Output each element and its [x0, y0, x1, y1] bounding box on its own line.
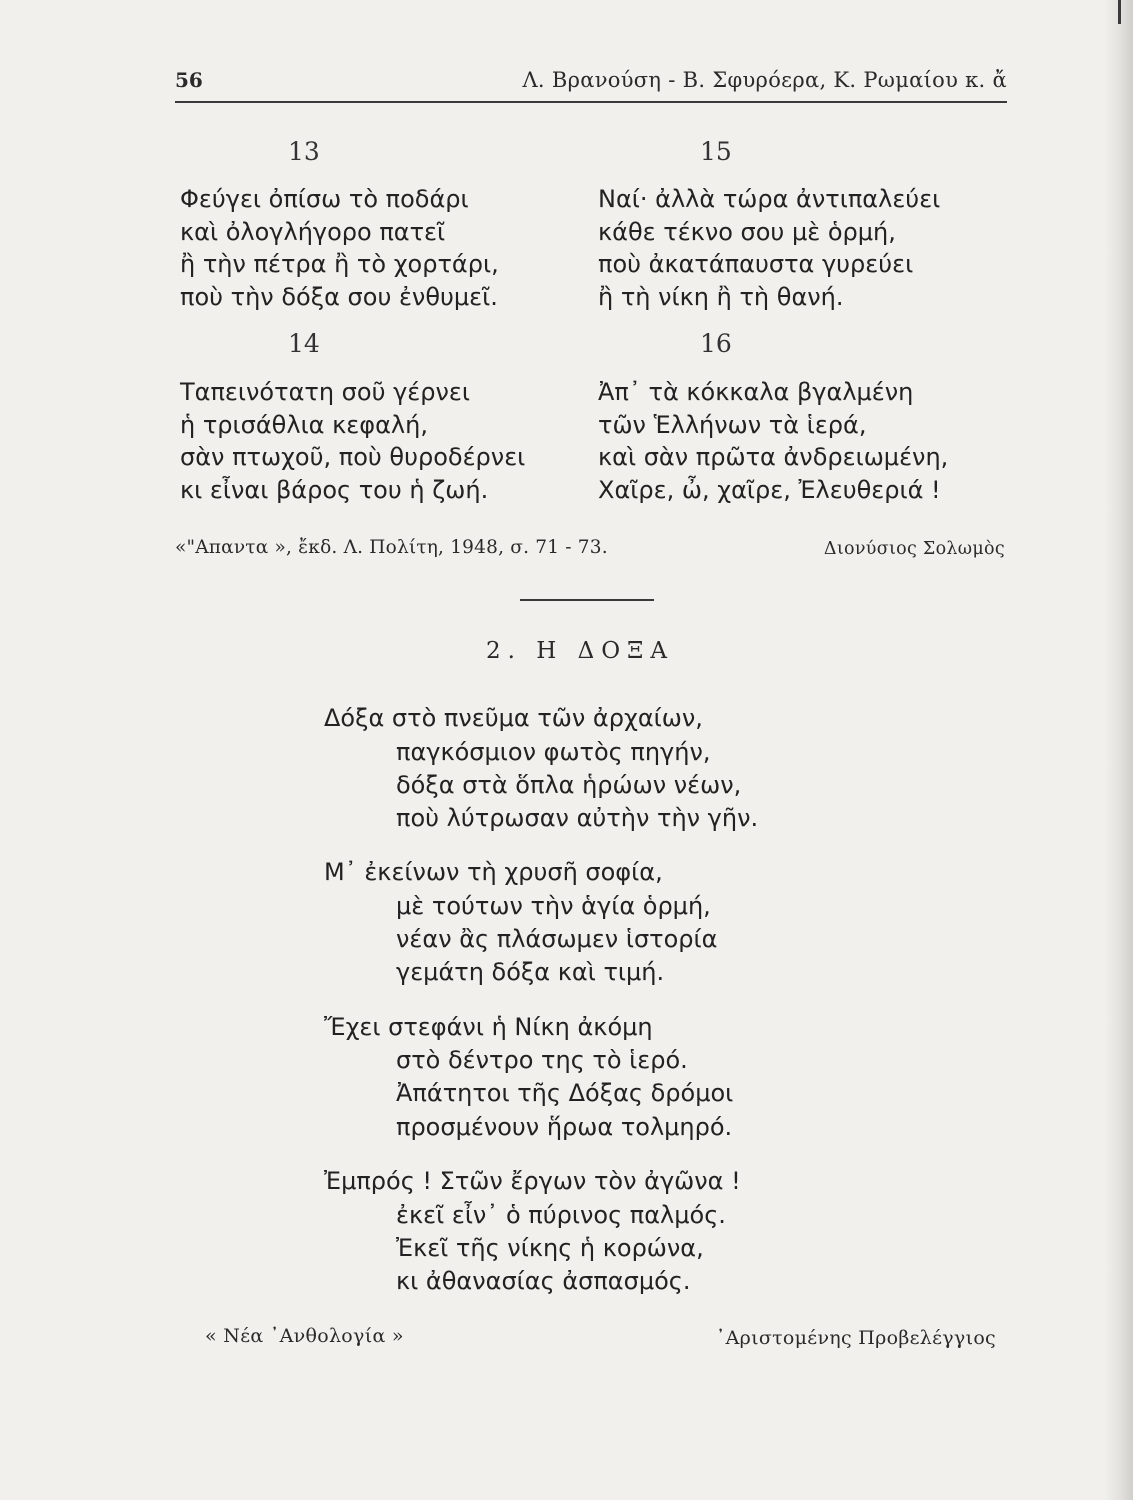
- poem2-line: γεμάτη δόξα καὶ τιμή.: [396, 958, 665, 986]
- verse-line: Ναί· ἀλλὰ τώρα ἀντιπαλεύει: [598, 185, 941, 213]
- verse-line: Φεύγει ὀπίσω τὸ ποδάρι: [180, 185, 469, 213]
- stanza-13: [180, 183, 499, 313]
- verse-line: ἢ τὴ νίκη ἢ τὴ θανή.: [598, 282, 844, 311]
- poem1-author: Διονύσιος Σολωμὸς: [823, 539, 1005, 559]
- verse-line: καὶ σὰν πρῶτα ἀνδρειωμένη,: [598, 443, 949, 471]
- section-divider: [520, 599, 654, 601]
- verse-line: ἢ τὴν πέτρα ἢ τὸ χορτάρι,: [180, 250, 499, 278]
- verse-line: κάθε τέκνο σου μὲ ὁρμή,: [598, 217, 896, 246]
- verse-line: ἡ τρισάθλια κεφαλή,: [180, 410, 428, 439]
- header-rule: [175, 101, 1007, 103]
- stanza-16: [598, 376, 948, 506]
- poem2-line: κι ἀθανασίας ἀσπασμός.: [396, 1267, 691, 1295]
- verse-line: καὶ ὀλογλήγορο πατεῖ: [180, 217, 446, 246]
- poem2-author: ᾿Αριστομένης Προβελέγγιος: [715, 1327, 996, 1349]
- poem2-line: δόξα στὰ ὅπλα ἡρώων νέων,: [396, 771, 742, 799]
- poem2-line: μὲ τούτων τὴν ἁγία ὁρμή,: [396, 892, 711, 920]
- poem1-source-citation: «"Απαντα », ἔκδ. Λ. Πολίτη, 1948, σ. 71 - 73.: [175, 537, 608, 558]
- page-header: [175, 68, 1007, 100]
- poem2-line: Ἔχει στεφάνι ἡ Νίκη ἀκόμη: [324, 1013, 653, 1041]
- verse-line: ποὺ τὴν δόξα σου ἐνθυμεῖ.: [180, 282, 498, 311]
- poem2-line: νέαν ἂς πλάσωμεν ἱστορία: [396, 925, 718, 953]
- stanza-number-13: 13: [288, 137, 320, 166]
- page-edge: [1105, 0, 1133, 1500]
- poem2-title: 2. Η ΔΟΞΑ: [486, 638, 674, 664]
- poem2-line: Ἐκεῖ τῆς νίκης ἡ κορώνα,: [396, 1234, 704, 1262]
- poem2-line: Ἐμπρός ! Στῶν ἔργων τὸν ἀγῶνα !: [324, 1167, 741, 1195]
- page-number: 56: [175, 68, 203, 92]
- poem2-line: παγκόσμιον φωτὸς πηγήν,: [396, 738, 711, 766]
- verse-line: Χαῖρε, ὦ, χαῖρε, Ἐλευθεριά !: [598, 475, 941, 504]
- verse-line: τῶν Ἑλλήνων τὰ ἱερά,: [598, 410, 867, 439]
- verse-line: ποὺ ἀκατάπαυστα γυρεύει: [598, 250, 914, 278]
- stanza-14: [180, 376, 525, 506]
- binding-mark: [1118, 0, 1121, 24]
- running-head: Λ. Βρανούση - Β. Σφυρόερα, Κ. Ρωμαίου κ. ἄ: [522, 68, 1007, 92]
- stanza-number-15: 15: [700, 137, 732, 166]
- poem2-line: Δόξα στὸ πνεῦμα τῶν ἀρχαίων,: [324, 704, 703, 732]
- poem2-line: ποὺ λύτρωσαν αὐτὴν τὴν γῆν.: [396, 804, 759, 832]
- verse-line: σὰν πτωχοῦ, ποὺ θυροδέρνει: [180, 443, 526, 471]
- verse-line: Ταπεινότατη σοῦ γέρνει: [180, 378, 470, 406]
- stanza-number-14: 14: [288, 329, 320, 358]
- poem2-line: Μ᾿ ἐκείνων τὴ χρυσῆ σοφία,: [324, 858, 663, 886]
- poem2-line: προσμένουν ἥρωα τολμηρό.: [396, 1113, 733, 1141]
- poem2-line: ἐκεῖ εἶν᾿ ὁ πύρινος παλμός.: [396, 1201, 726, 1229]
- stanza-15: [598, 183, 940, 313]
- poem2-line: στὸ δέντρο της τὸ ἱερό.: [396, 1046, 688, 1074]
- verse-line: Ἀπ᾿ τὰ κόκκαλα βγαλμένη: [598, 378, 914, 406]
- stanza-number-16: 16: [700, 329, 732, 358]
- verse-line: κι εἶναι βάρος του ἡ ζωή.: [180, 475, 489, 504]
- poem2-line: Ἀπάτητοι τῆς Δόξας δρόμοι: [396, 1079, 734, 1107]
- poem2-source-citation: « Νέα ᾿Ανθολογία »: [205, 1325, 404, 1347]
